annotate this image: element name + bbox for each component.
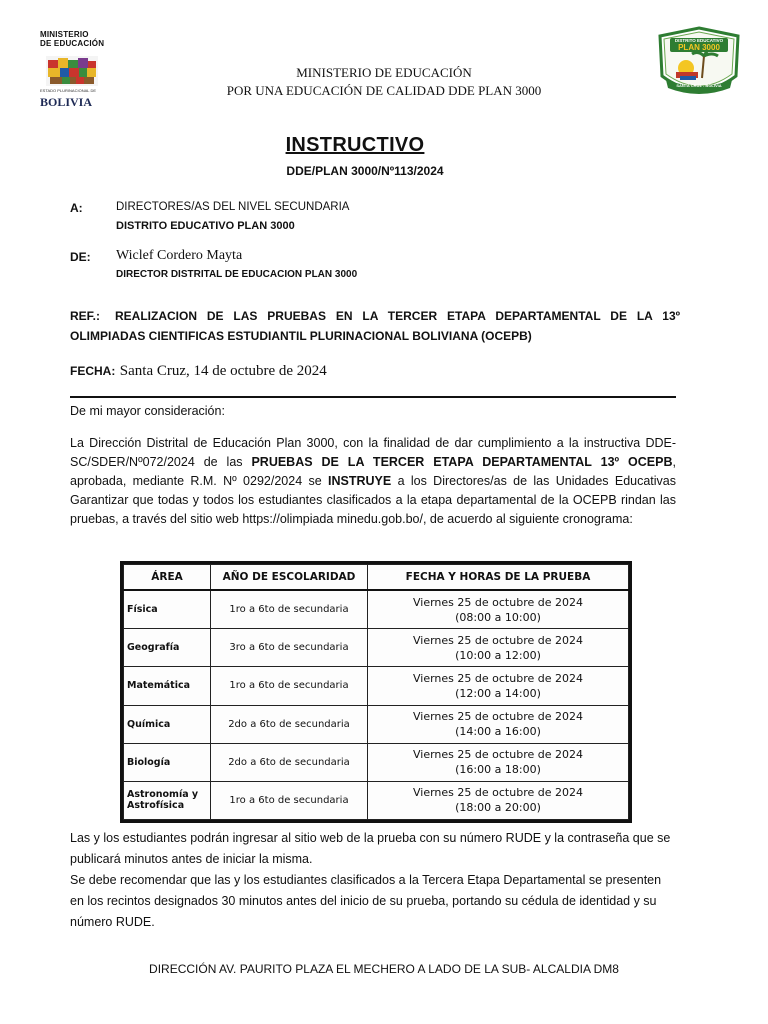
cell-date — [368, 629, 629, 667]
badge-bottom-text: SANTA CRUZ - BOLIVIA — [676, 83, 722, 88]
header-line-2: POR UNA EDUCACIÓN DE CALIDAD DDE PLAN 3000 — [226, 83, 542, 98]
cell-date — [368, 705, 629, 743]
table-row — [124, 743, 629, 781]
date-row — [70, 362, 327, 380]
to-label: A: — [70, 201, 83, 215]
cell-date-day: Viernes 25 de octubre de 2024 — [413, 595, 583, 609]
closing-paragraph-2: Se debe recomendar que las y los estudiantes clasificados a la Tercera Etapa Departamental se presenten en los recintos designados 30 minutos antes del inicio de su prueba, portando su cédula de identidad y su número RUDE. — [70, 873, 662, 929]
cell-date-time: (08:00 a 10:00) — [455, 610, 541, 624]
body-text-2: , aprobada, mediante R.M. Nº 0292/2024 se — [70, 455, 676, 488]
cell-area: Biología — [124, 743, 211, 781]
closing-paragraph-1: Las y los estudiantes podrán ingresar al sitio web de la prueba con su número RUDE y la contraseña que se publicará minutos antes de iniciar la misma. — [70, 831, 671, 866]
cell-date-time: (14:00 a 16:00) — [455, 725, 541, 739]
table-row — [124, 667, 629, 705]
table-row — [124, 590, 629, 629]
cell-year: 1ro a 6to de secundaria — [211, 667, 368, 705]
date-text: Santa Cruz, 14 de octubre de 2024 — [119, 363, 327, 379]
badge-name: PLAN 3000 — [678, 43, 720, 52]
body-paragraph — [70, 434, 676, 529]
document-code: DDE/PLAN 3000/Nº113/2024 — [286, 164, 444, 178]
document-title: INSTRUCTIVO — [285, 134, 425, 156]
table-row — [124, 781, 629, 819]
badge-top-text: DISTRITO EDUCATIVO — [674, 38, 724, 43]
cell-date — [368, 781, 629, 819]
cell-date-time: (18:00 a 20:00) — [455, 801, 541, 815]
body-bold-2: INSTRUYE — [328, 474, 392, 488]
cell-area: Física — [124, 590, 211, 629]
from-role: DIRECTOR DISTRITAL DE EDUCACION PLAN 3000 — [116, 269, 358, 280]
cell-year: 1ro a 6to de secundaria — [211, 590, 368, 629]
cell-area: Química — [124, 705, 211, 743]
table-row — [124, 629, 629, 667]
cell-year: 3ro a 6to de secundaria — [211, 629, 368, 667]
cell-date-day: Viernes 25 de octubre de 2024 — [413, 748, 583, 762]
cell-year: 2do a 6to de secundaria — [211, 705, 368, 743]
table-header-row — [124, 565, 629, 591]
cell-area: Geografía — [124, 629, 211, 667]
divider — [70, 396, 676, 398]
to-line-1: DIRECTORES/AS DEL NIVEL SECUNDARIA — [116, 201, 350, 213]
from-name: Wiclef Cordero Mayta — [116, 248, 243, 263]
schedule-table — [123, 564, 629, 820]
header-area: ÁREA — [124, 565, 211, 591]
cell-date-day: Viernes 25 de octubre de 2024 — [413, 671, 583, 685]
ref-text: REALIZACION DE LAS PRUEBAS EN LA TERCER ETAPA DEPARTAMENTAL DE LA 13º OLIMPIADAS CIENTIFICAS ESTUDIANTIL PLURINACIONAL BOLIVIANA (OCEPB) — [70, 309, 680, 343]
cell-date-day: Viernes 25 de octubre de 2024 — [413, 710, 583, 724]
table-row — [124, 705, 629, 743]
body-text-1: La Dirección Distrital de Educación Plan 3000, con la finalidad de dar cumplimiento a la instructiva DDE-SC/SDER/Nº072/2024 de las — [70, 436, 676, 469]
cell-area: Matemática — [124, 667, 211, 705]
ministry-logo-text: MINISTERIO DE EDUCACIÓN — [40, 30, 105, 48]
ref-label: REF.: — [70, 309, 100, 323]
cell-date — [368, 590, 629, 629]
cell-date-time: (10:00 a 12:00) — [455, 648, 541, 662]
date-label: FECHA: — [70, 364, 116, 378]
cell-date-time: (12:00 a 14:00) — [455, 686, 541, 700]
from-label: DE: — [70, 250, 91, 264]
cell-date — [368, 743, 629, 781]
cell-area: Astronomía y Astrofísica — [124, 781, 211, 819]
cell-year: 2do a 6to de secundaria — [211, 743, 368, 781]
greeting: De mi mayor consideración: — [70, 404, 225, 418]
ministry-logo-country: BOLIVIA — [40, 95, 93, 109]
body-bold-1: PRUEBAS DE LA TERCER ETAPA DEPARTAMENTAL 13º OCEPB — [251, 455, 673, 469]
schedule-table-image — [120, 561, 632, 823]
cell-date — [368, 667, 629, 705]
cell-year: 1ro a 6to de secundaria — [211, 781, 368, 819]
reference-block — [70, 306, 680, 346]
cell-date-time: (16:00 a 18:00) — [455, 763, 541, 777]
ministry-logo-small: ESTADO PLURINACIONAL DE — [40, 88, 97, 93]
header-line-1: MINISTERIO DE EDUCACIÓN — [296, 65, 472, 80]
header-date: FECHA Y HORAS DE LA PRUEBA — [368, 565, 629, 591]
header-year: AÑO DE ESCOLARIDAD — [211, 565, 368, 591]
body-text-3: a los Directores/as de las Unidades Educativas Garantizar que todas y todos los estudiantes clasificados a la etapa departamental de la OCEPB rindan las pruebas, a través del sitio web https://olimpiada minedu.gob.bo/, de acuerdo al siguiente cronograma: — [70, 474, 677, 526]
footer-address: DIRECCIÓN AV. PAURITO PLAZA EL MECHERO A LADO DE LA SUB- ALCALDIA DM8 — [149, 962, 619, 976]
to-line-2: DISTRITO EDUCATIVO PLAN 3000 — [116, 220, 295, 232]
cell-date-day: Viernes 25 de octubre de 2024 — [413, 786, 583, 800]
cell-date-day: Viernes 25 de octubre de 2024 — [413, 633, 583, 647]
